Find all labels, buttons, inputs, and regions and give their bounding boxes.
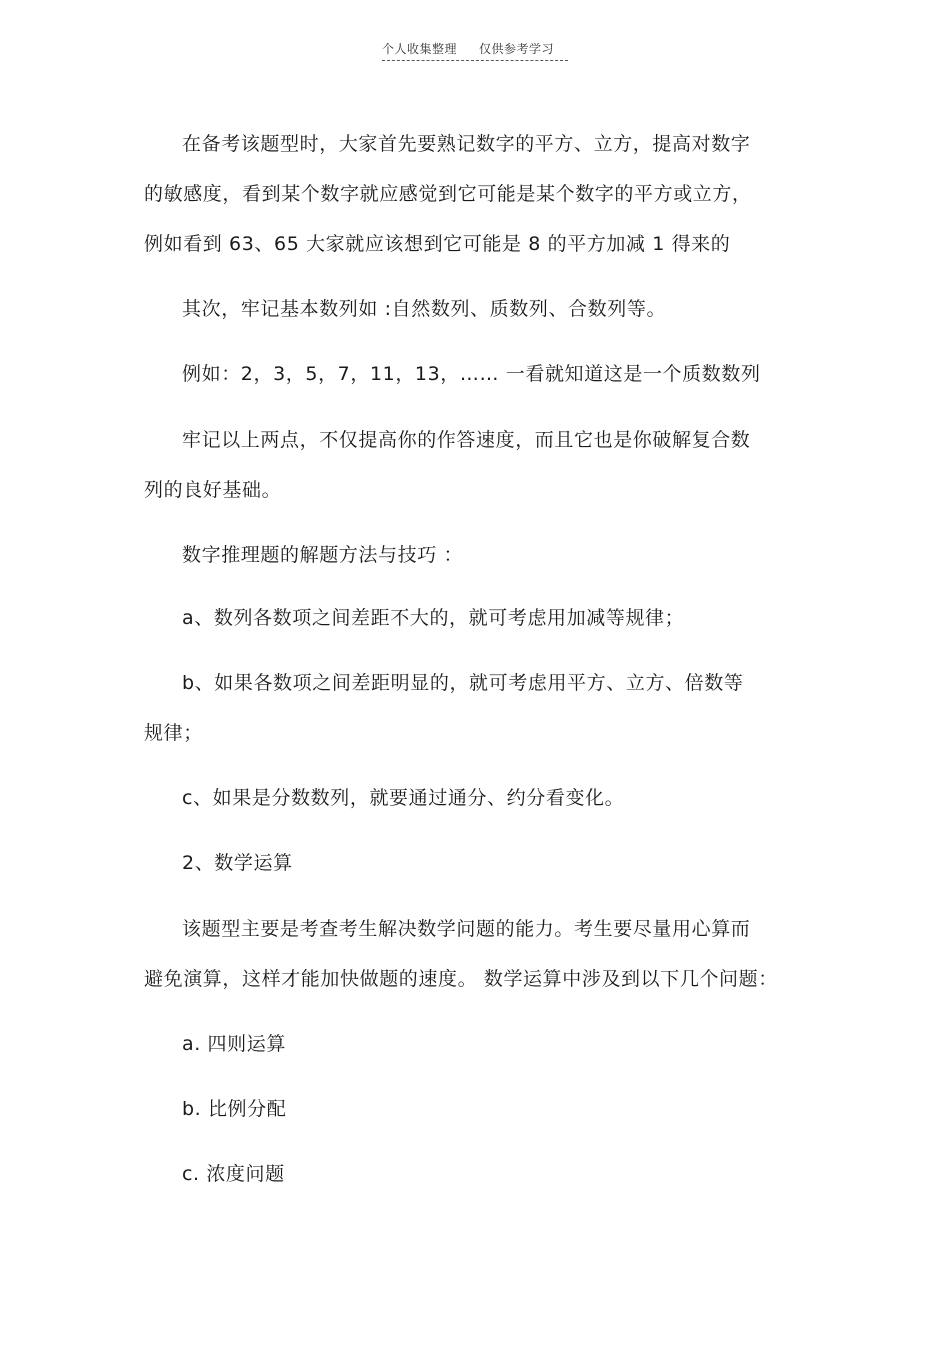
- paragraph-line: 其次，牢记基本数列如 :自然数列、质数列、合数列等。: [182, 298, 667, 320]
- paragraph-line: 例如看到 63、65 大家就应该想到它可能是 8 的平方加减 1 得来的: [144, 233, 731, 255]
- paragraph-line: 避免演算，这样才能加快做题的速度。 数学运算中涉及到以下几个问题：: [144, 968, 778, 990]
- list-item: a、数列各数项之间差距不大的，就可考虑用加减等规律；: [182, 607, 685, 629]
- list-item: b、如果各数项之间差距明显的，就可考虑用平方、立方、倍数等: [182, 672, 744, 694]
- list-item: b. 比例分配: [182, 1098, 287, 1120]
- section-heading: 数字推理题的解题方法与技巧 ：: [182, 544, 464, 566]
- paragraph-line: 例如：2，3，5，7，11，13，…… 一看就知道这是一个质数数列: [182, 363, 761, 385]
- paragraph-line: 的敏感度，看到某个数字就应感觉到它可能是某个数字的平方或立方，: [144, 183, 752, 205]
- list-item: c、如果是分数数列，就要通过通分、约分看变化。: [182, 787, 625, 809]
- header-left-text: 个人收集整理: [382, 42, 458, 56]
- list-item-continuation: 规律；: [144, 722, 203, 744]
- paragraph-line: 在备考该题型时，大家首先要熟记数字的平方、立方，提高对数字: [182, 133, 751, 155]
- paragraph-line: 该题型主要是考查考生解决数学问题的能力。考生要尽量用心算而: [182, 918, 751, 940]
- header-right-text: 仅供参考学习: [479, 42, 555, 56]
- list-item: c. 浓度问题: [182, 1163, 285, 1185]
- paragraph-line: 牢记以上两点，不仅提高你的作答速度，而且它也是你破解复合数: [182, 429, 751, 451]
- section-heading: 2、数学运算: [182, 852, 293, 874]
- page-header: [382, 40, 568, 61]
- list-item: a. 四则运算: [182, 1033, 286, 1055]
- paragraph-line: 列的良好基础。: [144, 479, 282, 501]
